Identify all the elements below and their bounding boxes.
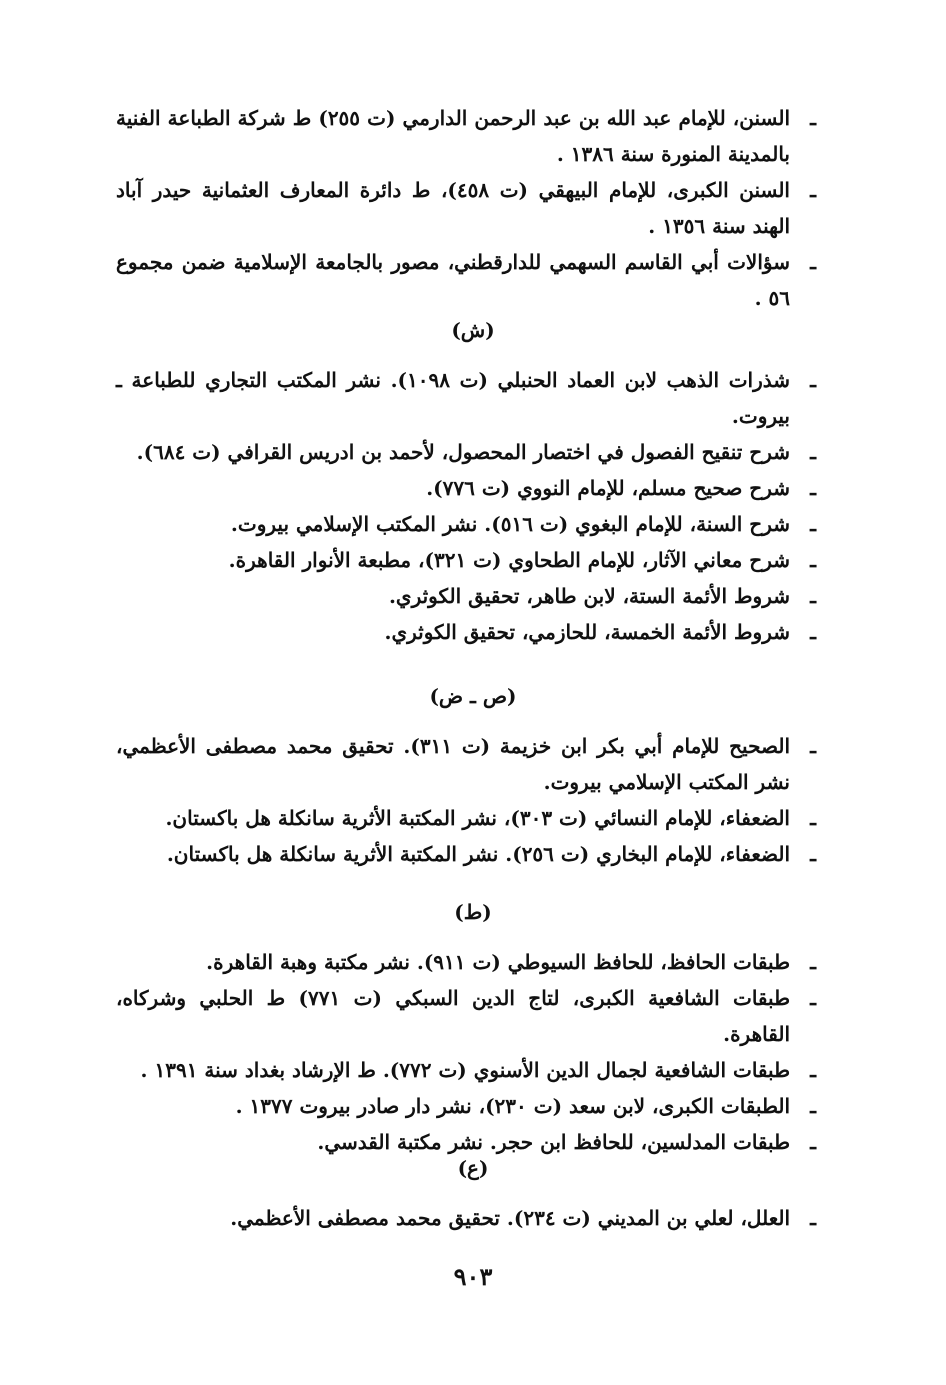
reference-entry: ـ شرح معاني الآثار، للإمام الطحاوي (ت ٣٢١)، مطبعة الأنوار القاهرة.	[228, 548, 816, 572]
reference-entry: ـ طبقات الشافعية الكبرى، لتاج الدين السبكي (ت ٧٧١) ط الحلبي وشركاه، القاهرة.	[116, 986, 816, 1046]
reference-list-ayn	[116, 1200, 816, 1236]
reference-text: الصحيح للإمام أبي بكر ابن خزيمة (ت ٣١١). تحقيق محمد مصطفى الأعظمي، نشر المكتب الإسلامي بيروت.	[116, 734, 790, 794]
reference-text: السنن، للإمام عبد الله بن عبد الرحمن الدارمي (ت ٢٥٥) ط شركة الطباعة الفنية بالمدينة المنورة سنة ١٣٨٦ .	[116, 106, 790, 166]
reference-entry: ـ السنن، للإمام عبد الله بن عبد الرحمن الدارمي (ت ٢٥٥) ط شركة الطباعة الفنية بالمدينة المنورة سنة ١٣٨٦ .	[116, 106, 816, 166]
reference-entry: ـ شروط الأئمة الخمسة، للحازمي، تحقيق الكوثري.	[384, 620, 816, 644]
reference-entry: ـ شذرات الذهب لابن العماد الحنبلي (ت ١٠٩٨). نشر المكتب التجاري للطباعة ـ بيروت.	[116, 368, 816, 428]
reference-text: طبقات الشافعية لجمال الدين الأسنوي (ت ٧٧٢). ط الإرشاد بغداد سنة ١٣٩١ .	[140, 1058, 790, 1082]
reference-text: الطبقات الكبرى، لابن سعد (ت ٢٣٠)، نشر دار صادر بيروت ١٣٧٧ .	[235, 1094, 790, 1118]
reference-text: شروط الأئمة الستة، لابن طاهر، تحقيق الكوثري.	[388, 584, 790, 608]
reference-entry: ـ طبقات المدلسين، للحافظ ابن حجر. نشر مكتبة القدسي.	[317, 1130, 816, 1154]
reference-text: شرح السنة، للإمام البغوي (ت ٥١٦). نشر المكتب الإسلامي بيروت.	[230, 512, 790, 536]
reference-text: شذرات الذهب لابن العماد الحنبلي (ت ١٠٩٨). نشر المكتب التجاري للطباعة ـ بيروت.	[116, 368, 790, 428]
reference-list-shin	[116, 362, 816, 650]
reference-entry: ـ الضعفاء، للإمام البخاري (ت ٢٥٦). نشر المكتبة الأثرية سانكلة هل باكستان.	[166, 842, 816, 866]
reference-text: الضعفاء، للإمام البخاري (ت ٢٥٦). نشر المكتبة الأثرية سانكلة هل باكستان.	[166, 842, 790, 866]
reference-entry: ـ السنن الكبرى، للإمام البيهقي (ت ٤٥٨)، ط دائرة المعارف العثمانية حيدر آباد الهند سنة ١٣٥٦ .	[116, 178, 816, 238]
reference-text: طبقات الشافعية الكبرى، لتاج الدين السبكي (ت ٧٧١) ط الحلبي وشركاه، القاهرة.	[116, 986, 791, 1046]
reference-entry: ـ العلل، لعلي بن المديني (ت ٢٣٤). تحقيق محمد مصطفى الأعظمي.	[230, 1206, 816, 1230]
reference-list-ta	[116, 944, 816, 1160]
reference-text: طبقات الحافظ، للحافظ السيوطي (ت ٩١١). نشر مكتبة وهبة القاهرة.	[206, 950, 790, 974]
reference-entry: ـ سؤالات أبي القاسم السهمي للدارقطني، مصور بالجامعة الإسلامية ضمن مجموع ٥٦ .	[116, 250, 816, 310]
section-heading-ayn: (ع)	[457, 1156, 489, 1180]
reference-entry: ـ شرح صحيح مسلم، للإمام النووي (ت ٧٧٦).	[426, 476, 816, 500]
reference-text: شرح معاني الآثار، للإمام الطحاوي (ت ٣٢١)، مطبعة الأنوار القاهرة.	[228, 548, 790, 572]
section-heading-shin: (ش)	[451, 318, 495, 342]
reference-text: شروط الأئمة الخمسة، للحازمي، تحقيق الكوثري.	[384, 620, 790, 644]
reference-text: طبقات المدلسين، للحافظ ابن حجر. نشر مكتبة القدسي.	[317, 1130, 790, 1154]
section-heading-ta: (ط)	[454, 900, 492, 924]
reference-text: شرح تنقيح الفصول في اختصار المحصول، لأحمد بن ادريس القرافي (ت ٦٨٤).	[136, 440, 790, 464]
reference-text: سؤالات أبي القاسم السهمي للدارقطني، مصور بالجامعة الإسلامية ضمن مجموع ٥٦ .	[116, 250, 790, 310]
reference-entry: ـ الصحيح للإمام أبي بكر ابن خزيمة (ت ٣١١). تحقيق محمد مصطفى الأعظمي، نشر المكتب الإسلامي بيروت.	[116, 734, 816, 794]
reference-entry: ـ الضعفاء، للإمام النسائي (ت ٣٠٣)، نشر المكتبة الأثرية سانكلة هل باكستان.	[165, 806, 816, 830]
reference-list-sad-dad	[116, 728, 816, 872]
section-heading-sad-dad: (ص ـ ض)	[429, 684, 517, 708]
reference-entry: ـ طبقات الحافظ، للحافظ السيوطي (ت ٩١١). نشر مكتبة وهبة القاهرة.	[206, 950, 816, 974]
page-number: ٩٠٣	[453, 1262, 493, 1291]
reference-list-sin	[116, 100, 816, 316]
reference-text: شرح صحيح مسلم، للإمام النووي (ت ٧٧٦).	[426, 476, 790, 500]
reference-entry: ـ شرح تنقيح الفصول في اختصار المحصول، لأحمد بن ادريس القرافي (ت ٦٨٤).	[136, 440, 816, 464]
reference-entry: ـ شروط الأئمة الستة، لابن طاهر، تحقيق الكوثري.	[388, 584, 816, 608]
reference-entry: ـ شرح السنة، للإمام البغوي (ت ٥١٦). نشر المكتب الإسلامي بيروت.	[230, 512, 816, 536]
reference-entry: ـ الطبقات الكبرى، لابن سعد (ت ٢٣٠)، نشر دار صادر بيروت ١٣٧٧ .	[235, 1094, 816, 1118]
reference-text: السنن الكبرى، للإمام البيهقي (ت ٤٥٨)، ط دائرة المعارف العثمانية حيدر آباد الهند سنة ١٣٥٦ .	[116, 178, 790, 238]
reference-entry: ـ طبقات الشافعية لجمال الدين الأسنوي (ت ٧٧٢). ط الإرشاد بغداد سنة ١٣٩١ .	[140, 1058, 816, 1082]
reference-text: العلل، لعلي بن المديني (ت ٢٣٤). تحقيق محمد مصطفى الأعظمي.	[230, 1206, 790, 1230]
reference-text: الضعفاء، للإمام النسائي (ت ٣٠٣)، نشر المكتبة الأثرية سانكلة هل باكستان.	[165, 806, 790, 830]
